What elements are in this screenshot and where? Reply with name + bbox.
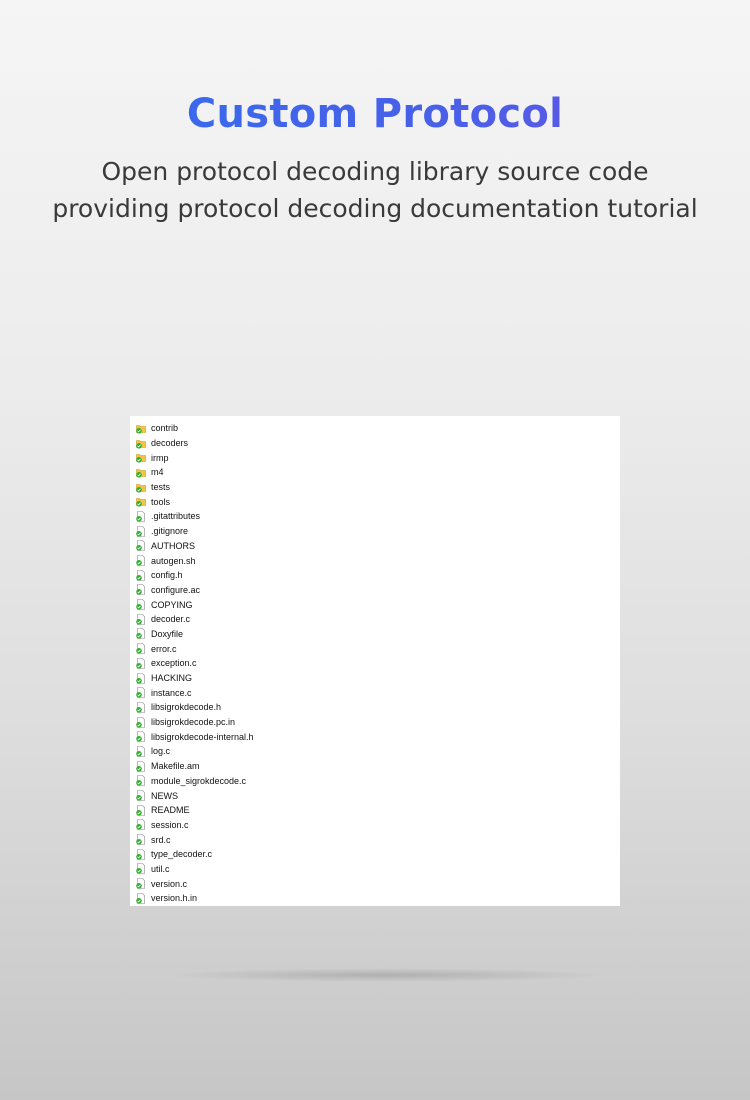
file-sync-icon <box>136 775 146 786</box>
list-item[interactable] <box>136 421 254 436</box>
file-sync-icon <box>136 555 146 566</box>
file-name: srd.c <box>151 834 171 845</box>
list-item[interactable] <box>136 450 254 465</box>
file-name: configure.ac <box>151 584 201 595</box>
list-item[interactable] <box>136 656 254 671</box>
file-sync-icon <box>136 628 146 639</box>
file-sync-icon <box>136 849 146 860</box>
list-item[interactable] <box>136 759 254 774</box>
list-item[interactable] <box>136 818 254 833</box>
list-item[interactable] <box>136 641 254 656</box>
file-name: version.c <box>151 878 188 889</box>
file-sync-icon <box>136 717 146 728</box>
folder-sync-icon <box>136 496 146 507</box>
file-sync-icon <box>136 863 146 874</box>
file-sync-icon <box>136 643 146 654</box>
file-name: AUTHORS <box>151 540 196 551</box>
file-name: libsigrokdecode.h <box>151 702 222 713</box>
list-item[interactable] <box>136 539 254 554</box>
file-name: README <box>151 805 190 816</box>
subtitle-line-1: Open protocol decoding library source code <box>101 157 649 186</box>
folder-sync-icon <box>136 452 146 463</box>
file-sync-icon <box>136 658 146 669</box>
file-name: config.h <box>151 570 183 581</box>
file-name: type_decoder.c <box>151 849 213 860</box>
file-name: irmp <box>151 452 169 463</box>
folder-sync-icon <box>136 423 146 434</box>
list-item[interactable] <box>136 876 254 891</box>
file-name: .gitignore <box>151 526 189 537</box>
file-sync-icon <box>136 893 146 904</box>
file-explorer-panel <box>130 416 620 906</box>
file-name: util.c <box>151 863 170 874</box>
file-name: exception.c <box>151 658 197 669</box>
list-item[interactable] <box>136 847 254 862</box>
file-name: .gitattributes <box>151 511 201 522</box>
file-sync-icon <box>136 673 146 684</box>
folder-sync-icon <box>136 482 146 493</box>
file-sync-icon <box>136 540 146 551</box>
file-name: COPYING <box>151 599 193 610</box>
list-item[interactable] <box>136 715 254 730</box>
list-item[interactable] <box>136 700 254 715</box>
file-sync-icon <box>136 790 146 801</box>
folder-sync-icon <box>136 467 146 478</box>
folder-sync-icon <box>136 438 146 449</box>
file-name: NEWS <box>151 790 178 801</box>
list-item[interactable] <box>136 788 254 803</box>
panel-shadow <box>165 968 605 982</box>
list-item[interactable] <box>136 803 254 818</box>
file-name: m4 <box>151 467 164 478</box>
list-item[interactable] <box>136 465 254 480</box>
file-sync-icon <box>136 614 146 625</box>
file-sync-icon <box>136 599 146 610</box>
list-item[interactable] <box>136 774 254 789</box>
file-sync-icon <box>136 702 146 713</box>
file-sync-icon <box>136 819 146 830</box>
list-item[interactable] <box>136 832 254 847</box>
file-sync-icon <box>136 834 146 845</box>
list-item[interactable] <box>136 436 254 451</box>
list-item[interactable] <box>136 480 254 495</box>
file-sync-icon <box>136 511 146 522</box>
file-list <box>136 421 254 906</box>
list-item[interactable] <box>136 744 254 759</box>
list-item[interactable] <box>136 509 254 524</box>
file-sync-icon <box>136 805 146 816</box>
list-item[interactable] <box>136 729 254 744</box>
list-item[interactable] <box>136 627 254 642</box>
file-name: version.h.in <box>151 893 198 904</box>
page-title: Custom Protocol <box>0 88 750 140</box>
file-sync-icon <box>136 526 146 537</box>
list-item[interactable] <box>136 568 254 583</box>
file-name: contrib <box>151 423 179 434</box>
file-name: Doxyfile <box>151 628 184 639</box>
list-item[interactable] <box>136 597 254 612</box>
subtitle-line-2: providing protocol decoding documentation tutorial <box>52 194 698 223</box>
file-name: libsigrokdecode-internal.h <box>151 731 254 742</box>
file-name: session.c <box>151 819 189 830</box>
list-item[interactable] <box>136 862 254 877</box>
file-name: tests <box>151 482 171 493</box>
file-name: decoders <box>151 438 189 449</box>
list-item[interactable] <box>136 685 254 700</box>
file-sync-icon <box>136 761 146 772</box>
list-item[interactable] <box>136 612 254 627</box>
file-name: decoder.c <box>151 614 191 625</box>
file-sync-icon <box>136 878 146 889</box>
list-item[interactable] <box>136 494 254 509</box>
file-name: HACKING <box>151 673 193 684</box>
file-name: module_sigrokdecode.c <box>151 775 247 786</box>
list-item[interactable] <box>136 671 254 686</box>
file-sync-icon <box>136 570 146 581</box>
file-sync-icon <box>136 687 146 698</box>
list-item[interactable] <box>136 583 254 598</box>
list-item[interactable] <box>136 553 254 568</box>
file-sync-icon <box>136 746 146 757</box>
file-name: tools <box>151 496 171 507</box>
file-name: libsigrokdecode.pc.in <box>151 717 236 728</box>
list-item[interactable] <box>136 891 254 906</box>
file-name: error.c <box>151 643 177 654</box>
file-name: log.c <box>151 746 171 757</box>
file-sync-icon <box>136 731 146 742</box>
file-name: autogen.sh <box>151 555 196 566</box>
file-name: instance.c <box>151 687 192 698</box>
file-sync-icon <box>136 584 146 595</box>
list-item[interactable] <box>136 524 254 539</box>
file-name: Makefile.am <box>151 761 200 772</box>
